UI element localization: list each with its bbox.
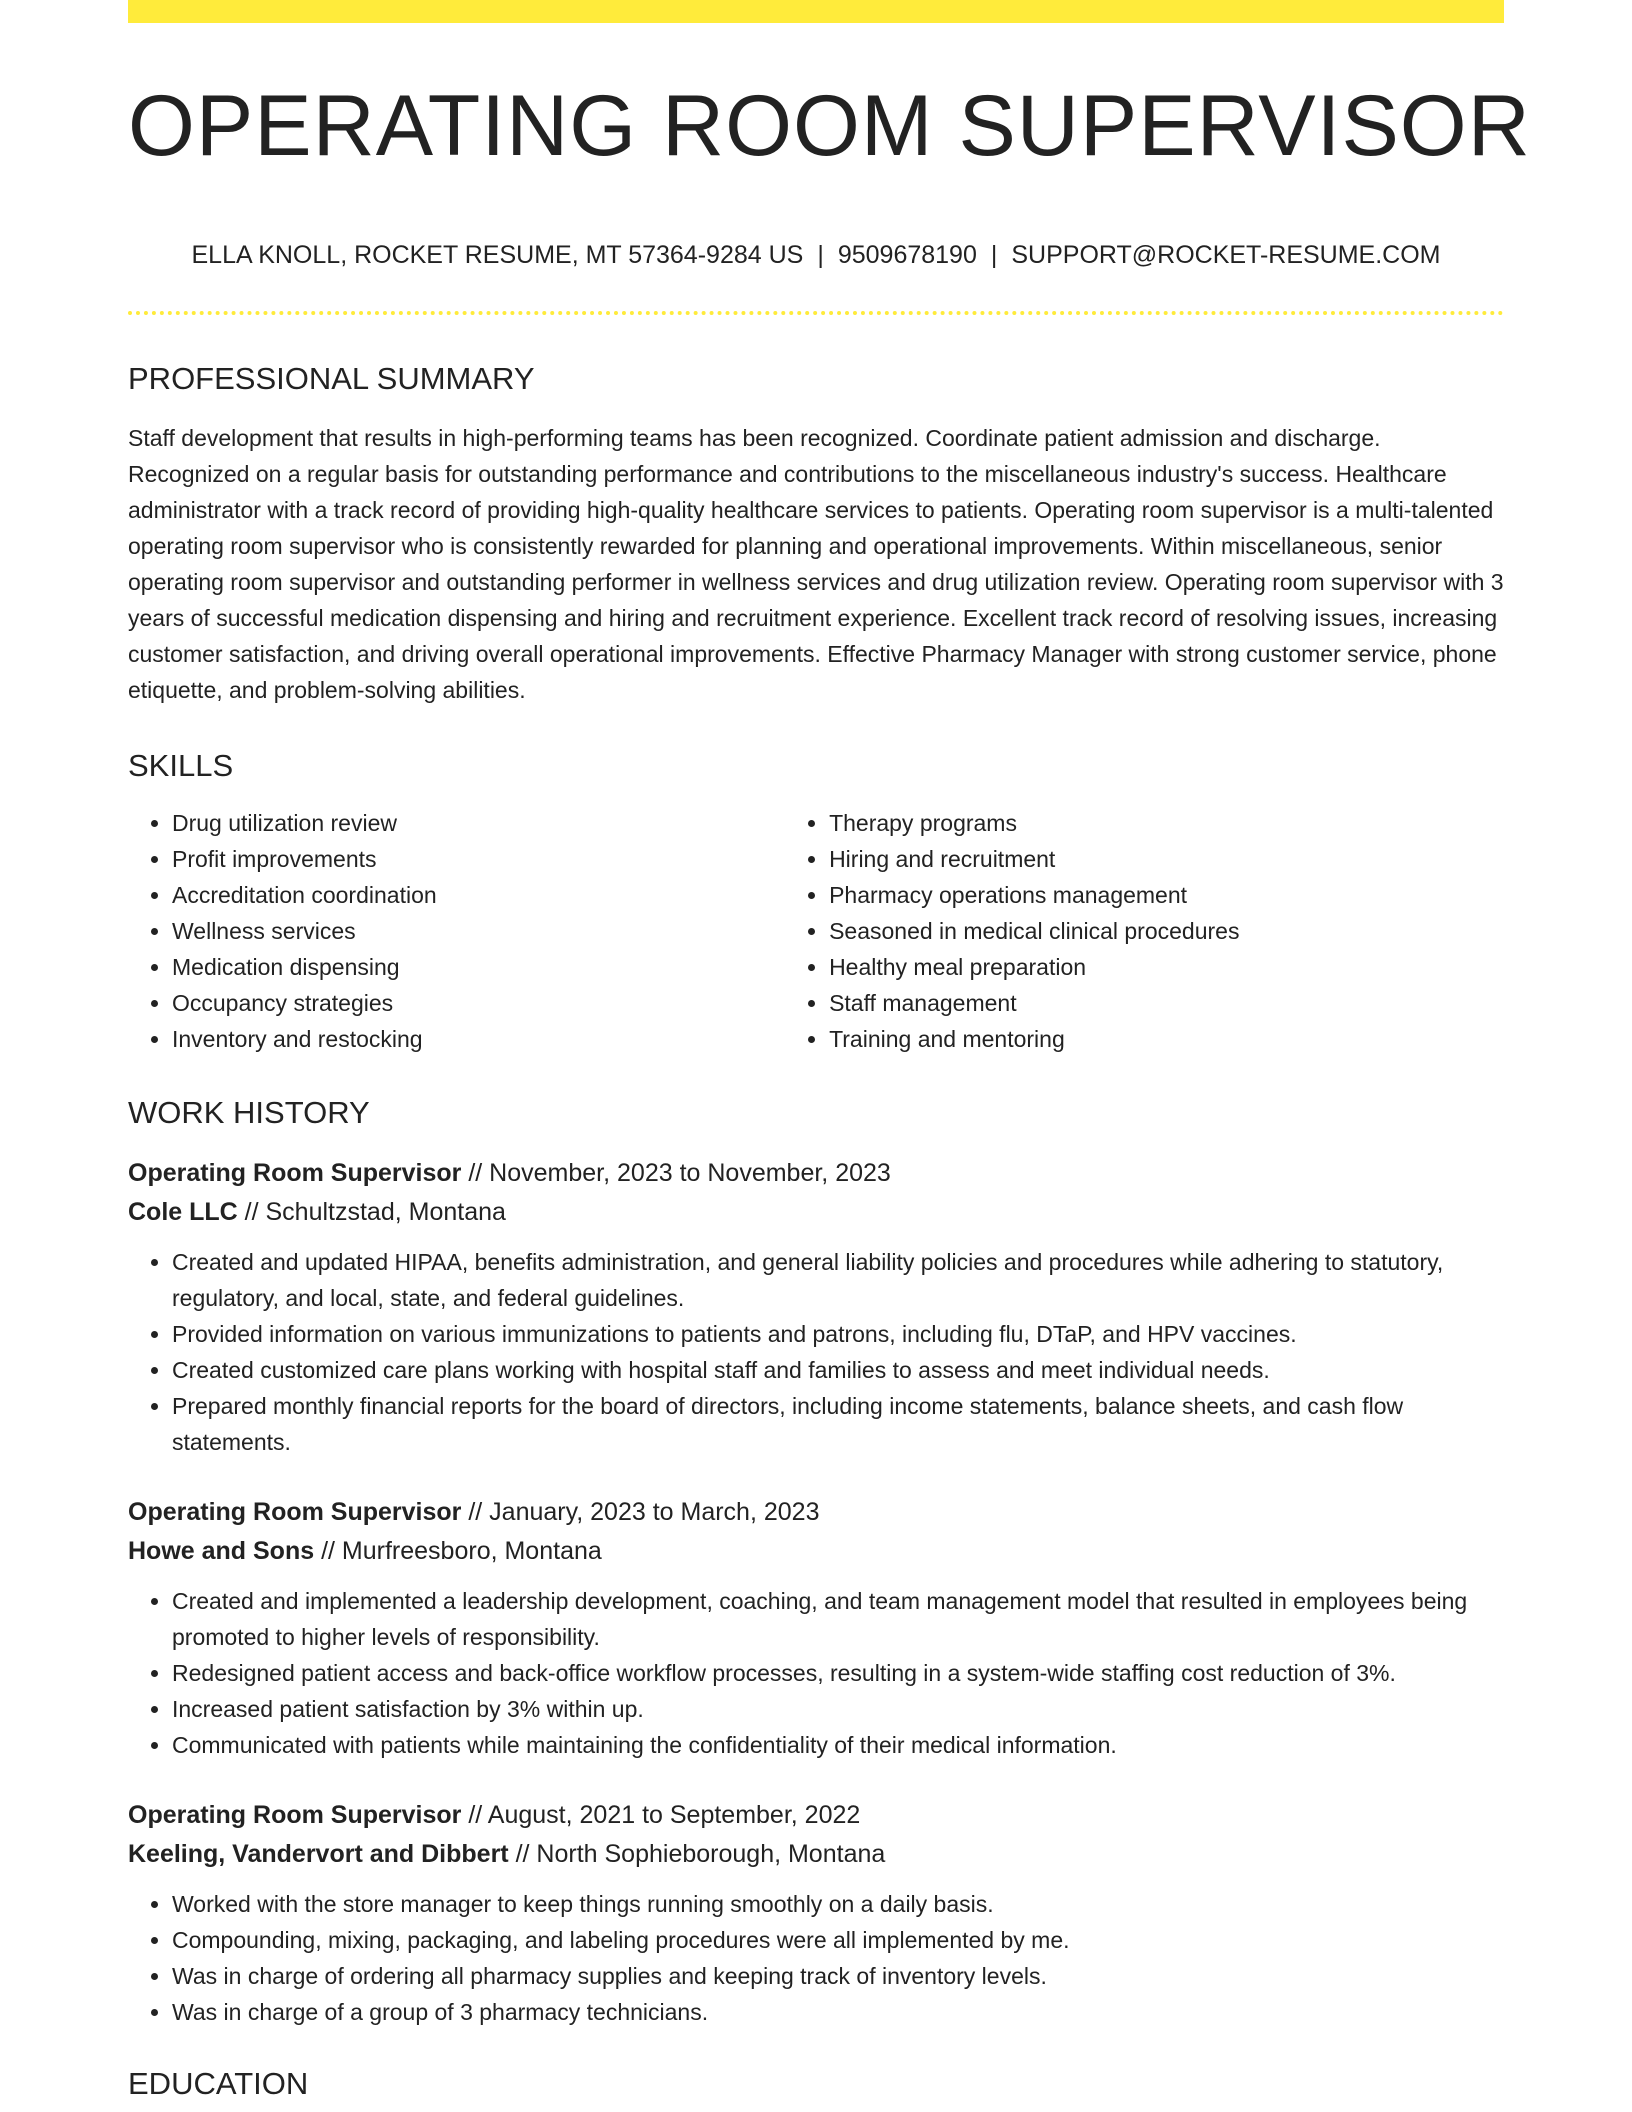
contact-phone: 9509678190 <box>837 241 977 269</box>
skills-list <box>128 805 1504 1057</box>
job-company-line <box>128 1193 1504 1232</box>
skill-item: • Occupancy strategies <box>172 985 785 1021</box>
dotted-divider <box>128 311 1504 315</box>
skill-item: • Hiring and recruitment <box>829 841 1504 877</box>
job-bullet: • Compounding, mixing, packaging, and labeling procedures were all implemented by me. <box>172 1922 1504 1958</box>
skill-item: • Wellness services <box>172 913 785 949</box>
job-title: Operating Room Supervisor <box>128 1159 462 1187</box>
skills-column-right <box>785 805 1504 1057</box>
job-bullets <box>128 1583 1504 1763</box>
job-bullet: • Created and implemented a leadership development, coaching, and team management model that resulted in employees being promoted to higher levels of responsibility. <box>172 1583 1504 1655</box>
job-title: Operating Room Supervisor <box>128 1498 462 1526</box>
contact-separator: | <box>817 241 824 269</box>
skill-item: • Staff management <box>829 985 1504 1021</box>
job-entry <box>128 1796 1504 2030</box>
skill-item: • Accreditation coordination <box>172 877 785 913</box>
job-location: // Murfreesboro, Montana <box>314 1537 602 1565</box>
job-bullet: • Was in charge of ordering all pharmacy supplies and keeping track of inventory levels. <box>172 1958 1504 1994</box>
job-company: Keeling, Vandervort and Dibbert <box>128 1840 509 1868</box>
job-bullet: • Communicated with patients while maintaining the confidentiality of their medical information. <box>172 1727 1504 1763</box>
job-bullet: • Worked with the store manager to keep things running smoothly on a daily basis. <box>172 1886 1504 1922</box>
resume-page <box>128 0 1531 2101</box>
skill-item: • Healthy meal preparation <box>829 949 1504 985</box>
job-bullets <box>128 1244 1504 1460</box>
skill-item: • Profit improvements <box>172 841 785 877</box>
contact-line <box>128 241 1504 270</box>
page-title: OPERATING ROOM SUPERVISOR <box>128 78 1531 174</box>
skill-item: • Drug utilization review <box>172 805 785 841</box>
job-dates: // November, 2023 to November, 2023 <box>461 1159 891 1187</box>
job-title-line <box>128 1796 1504 1835</box>
job-bullet: • Provided information on various immunizations to patients and patrons, including flu, DTaP, and HPV vaccines. <box>172 1316 1504 1352</box>
job-bullet: • Increased patient satisfaction by 3% within up. <box>172 1691 1504 1727</box>
job-bullet: • Was in charge of a group of 3 pharmacy technicians. <box>172 1994 1504 2030</box>
job-bullet: • Redesigned patient access and back-office workflow processes, resulting in a system-wide staffing cost reduction of 3%. <box>172 1655 1504 1691</box>
job-dates: // January, 2023 to March, 2023 <box>461 1498 820 1526</box>
contact-address: ELLA KNOLL, ROCKET RESUME, MT 57364-9284 US <box>191 241 804 269</box>
job-dates: // August, 2021 to September, 2022 <box>461 1801 861 1829</box>
job-company: Howe and Sons <box>128 1537 315 1565</box>
work-history-heading: WORK HISTORY <box>128 1095 370 1130</box>
job-bullet: • Prepared monthly financial reports for the board of directors, including income statements, balance sheets, and cash flow statements. <box>172 1388 1504 1460</box>
skill-item: • Pharmacy operations management <box>829 877 1504 913</box>
skills-column-left <box>128 805 785 1057</box>
job-company-line <box>128 1532 1504 1571</box>
job-location: // North Sophieborough, Montana <box>508 1840 886 1868</box>
contact-email: SUPPORT@ROCKET-RESUME.COM <box>1011 241 1441 269</box>
job-entry <box>128 1493 1504 1763</box>
job-company: Cole LLC <box>128 1198 238 1226</box>
job-bullet: • Created and updated HIPAA, benefits administration, and general liability policies and procedures while adhering to statutory, regulatory, and local, state, and federal guidelines. <box>172 1244 1504 1316</box>
summary-text: Staff development that results in high-performing teams has been recognized. Coordinate patient admission and discharge. Recognized on a regular basis for outstanding performance and contributions to the miscellaneous industry's success. Healthcare administrator with a track record of providing high-quality healthcare services to patients. Operating room supervisor is a multi-talented operating room supervisor who is consistently rewarded for planning and operational improvements. Within miscellaneous, senior operating room supervisor and outstanding performer in wellness services and drug utilization review. Operating room supervisor with 3 years of successful medication dispensing and hiring and recruitment experience. Excellent track record of resolving issues, increasing customer satisfaction, and driving overall operational improvements. Effective Pharmacy Manager with strong customer service, phone etiquette, and problem-solving abilities. <box>128 425 1504 703</box>
job-title-line <box>128 1154 1504 1193</box>
summary-heading: PROFESSIONAL SUMMARY <box>128 361 535 396</box>
skills-heading: SKILLS <box>128 748 234 783</box>
job-title-line <box>128 1493 1504 1532</box>
job-company-line <box>128 1835 1504 1874</box>
skill-item: • Training and mentoring <box>829 1021 1504 1057</box>
skill-item: • Seasoned in medical clinical procedures <box>829 913 1504 949</box>
job-title: Operating Room Supervisor <box>128 1801 462 1829</box>
job-location: // Schultzstad, Montana <box>237 1198 506 1226</box>
skill-item: • Medication dispensing <box>172 949 785 985</box>
accent-top-bar <box>128 0 1504 23</box>
skill-item: • Therapy programs <box>829 805 1504 841</box>
education-heading: EDUCATION <box>128 2066 309 2101</box>
job-bullet: • Created customized care plans working with hospital staff and families to assess and meet individual needs. <box>172 1352 1504 1388</box>
skill-item: • Inventory and restocking <box>172 1021 785 1057</box>
job-bullets <box>128 1886 1504 2030</box>
job-entry <box>128 1154 1504 1460</box>
contact-separator: | <box>990 241 998 269</box>
